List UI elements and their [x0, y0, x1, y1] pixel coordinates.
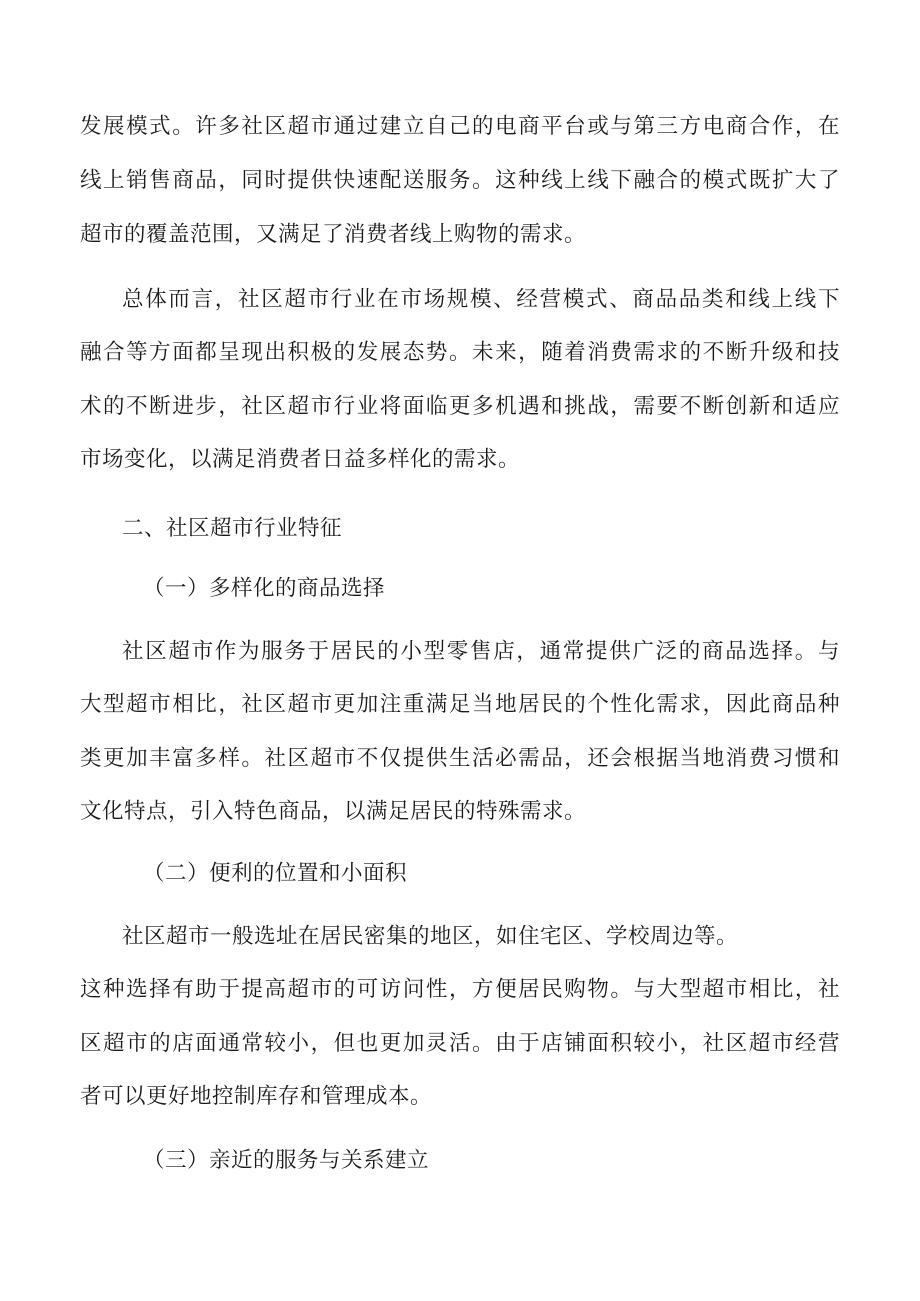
paragraph-line: 者可以更好地控制库存和管理成本。 [80, 1084, 433, 1109]
section-heading: 二、社区超市行业特征 [122, 516, 343, 541]
paragraph-line: 线上销售商品，同时提供快速配送服务。这种线上线下融合的模式既扩大了 [80, 168, 840, 193]
subsection-heading: （三）亲近的服务与关系建立 [143, 1148, 430, 1173]
paragraph-line: 融合等方面都呈现出积极的发展态势。未来，随着消费需求的不断升级和技 [80, 340, 840, 365]
paragraph-line: 术的不断进步，社区超市行业将面临更多机遇和挑战，需要不断创新和适应 [80, 394, 840, 419]
subsection-heading: （二）便利的位置和小面积 [143, 861, 408, 886]
paragraph-line: 社区超市一般选址在居民密集的地区，如住宅区、学校周边等。 [122, 924, 739, 949]
paragraph-line: 市场变化，以满足消费者日益多样化的需求。 [80, 447, 521, 472]
paragraph-line: 区超市的店面通常较小，但也更加灵活。由于店铺面积较小，社区超市经营 [80, 1031, 840, 1056]
paragraph-line: 超市的覆盖范围，又满足了消费者线上购物的需求。 [80, 222, 587, 247]
paragraph-line: 大型超市相比，社区超市更加注重满足当地居民的个性化需求，因此商品种 [80, 692, 840, 717]
subsection-heading: （一）多样化的商品选择 [143, 576, 386, 601]
paragraph-line: 这种选择有助于提高超市的可访问性，方便居民购物。与大型超市相比，社 [80, 977, 840, 1002]
paragraph-line: 总体而言，社区超市行业在市场规模、经营模式、商品品类和线上线下 [122, 287, 840, 312]
paragraph-line: 文化特点，引入特色商品，以满足居民的特殊需求。 [80, 799, 587, 824]
paragraph-line: 发展模式。许多社区超市通过建立自己的电商平台或与第三方电商合作，在 [80, 114, 840, 139]
paragraph-line: 类更加丰富多样。社区超市不仅提供生活必需品，还会根据当地消费习惯和 [80, 746, 840, 771]
paragraph-line: 社区超市作为服务于居民的小型零售店，通常提供广泛的商品选择。与 [122, 639, 840, 664]
